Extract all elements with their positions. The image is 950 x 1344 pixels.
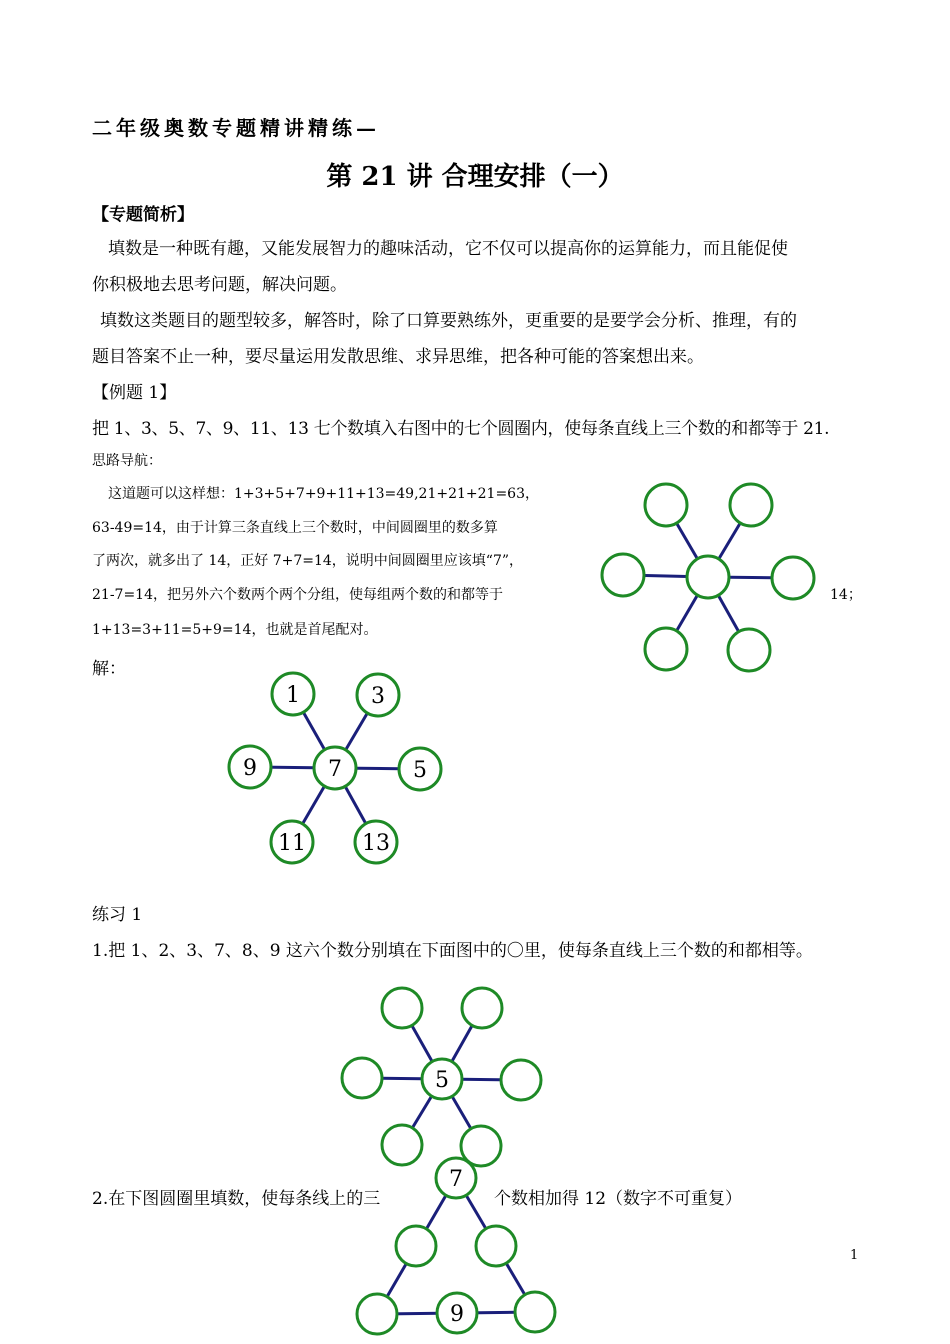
practice-1-center-value: 5 — [435, 1068, 449, 1093]
example-1-heading: 【例题 1】 — [92, 383, 177, 403]
page-title: 第 21 讲 合理安排（一） — [326, 162, 624, 192]
practice-1-heading: 练习 1 — [92, 905, 143, 925]
guide-label: 思路导航： — [92, 453, 162, 469]
practice-1-question-2-part-1: 2.在下图圆圈里填数，使每条线上的三 — [92, 1189, 381, 1209]
guide-line-5: 1+13=3+11=5+9=14，也就是首尾配对。 — [92, 622, 378, 638]
circle-right-middle — [476, 1226, 516, 1266]
solution-center-value: 7 — [328, 757, 342, 782]
guide-line-3: 了两次，就多出了 14，正好 7+7=14，说明中间圆圈里应该填“7”， — [92, 553, 524, 569]
circle-bottom-left — [357, 1294, 397, 1334]
intro-heading: 【专题简析】 — [92, 205, 194, 225]
solution-top-right-value: 3 — [371, 684, 385, 709]
circle-bottom-right — [515, 1292, 555, 1332]
circle-left-middle — [396, 1226, 436, 1266]
guide-line-1: 这道题可以这样想：1+3+5+7+9+11+13=49,21+21+21=63， — [108, 486, 539, 502]
intro-paragraph-1-line-2: 你积极地去思考问题，解决问题。 — [92, 275, 347, 295]
guide-line-4-tail: 14； — [830, 587, 862, 603]
solution-left-value: 9 — [243, 756, 257, 781]
page-number: 1 — [850, 1248, 859, 1263]
guide-line-2: 63-49=14，由于计算三条直线上三个数时，中间圆圈里的数多算 — [92, 520, 498, 536]
solution-label: 解： — [92, 659, 126, 679]
solution-right-value: 5 — [413, 758, 427, 783]
intro-paragraph-2-line-2: 题目答案不止一种，要尽量运用发散思维、求异思维，把各种可能的答案想出来。 — [92, 347, 704, 367]
solution-bottom-left-value: 11 — [278, 831, 306, 856]
solution-top-left-value: 1 — [286, 683, 300, 708]
practice-2-top-value: 7 — [449, 1167, 463, 1192]
guide-line-4: 21-7=14，把另外六个数两个两个分组，使每组两个数的和都等于 — [92, 587, 503, 603]
solution-bottom-right-value: 13 — [362, 831, 390, 856]
practice-1-question-1: 1.把 1、2、3、7、8、9 这六个数分别填在下面图中的〇里，使每条直线上三个数的和都相等。 — [92, 941, 813, 961]
worksheet-header: 二年级奥数专题精讲精练— — [92, 116, 380, 140]
practice-2-bottom-middle-value: 9 — [450, 1302, 464, 1327]
example-1-question: 把 1、3、5、7、9、11、13 七个数填入右图中的七个圆圈内，使每条直线上三个数的和都等于 21. — [92, 419, 830, 439]
intro-paragraph-2-line-1: 填数这类题目的题型较多，解答时，除了口算要熟练外，更重要的是要学会分析、推理，有的 — [100, 311, 797, 331]
intro-paragraph-1-line-1: 填数是一种既有趣，又能发展智力的趣味活动，它不仅可以提高你的运算能力，而且能促使 — [108, 239, 788, 259]
practice-1-question-2-part-2: 个数相加得 12（数字不可重复） — [494, 1189, 743, 1209]
